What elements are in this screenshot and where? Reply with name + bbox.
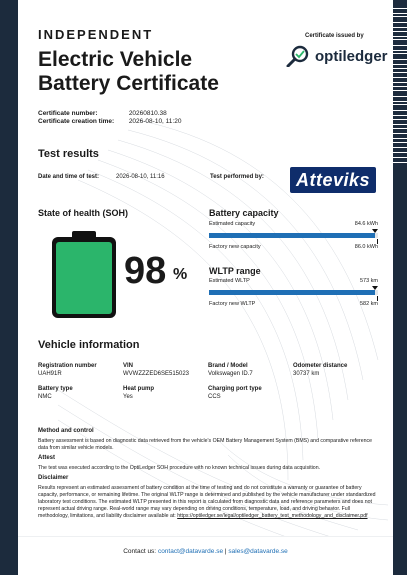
certificate-number-row: [38, 110, 167, 117]
factory-capacity-row: [209, 244, 378, 253]
title-line-2: Battery Certificate: [38, 72, 219, 95]
estimated-wltp-value: 573 km: [359, 278, 378, 284]
registration-number-label: Registration number: [38, 363, 97, 369]
battery-capacity-bar-block: [209, 221, 378, 253]
performed-by-label: Test performed by:: [210, 174, 264, 180]
vin-label: VIN: [123, 363, 134, 369]
creation-time-label: Certificate creation time:: [38, 118, 115, 125]
battery-icon: [52, 231, 116, 318]
left-navy-strip: [0, 0, 18, 575]
page-title: [38, 48, 268, 96]
barcode-strip: [393, 0, 407, 170]
capacity-marker: [372, 229, 378, 233]
odometer-label: Odometer distance: [293, 363, 348, 369]
charging-port-label: Charging port type: [208, 386, 262, 392]
method-text: Battery assessment is based on diagnostic data retrieved from the vehicle's OEM Battery Management System (BMS) and comparative reference data from similar vehicle models.: [38, 438, 373, 451]
disclaimer-text: Results represent an estimated assessment of battery condition at the time of testing and do not constitute a warranty or guarantee of battery capacity, performance, or remaining lifetime. The original WLTP range is determined and published by the vehicle manufacturer under standardized laboratory test conditions. The estimated WLTP presented in this report is calculated from diagnostic data and reference parameters and does not represent actual driving range. Real-world range may vary depending on driving conditions, temperature, load, and driving behavior. Full methodology, limitations, and liability disclaimer available at:: [38, 485, 376, 519]
heat-pump-label: Heat pump: [123, 386, 155, 392]
certificate-number-label: Certificate number:: [38, 110, 98, 117]
charging-port-value: CCS: [208, 394, 221, 400]
battery-fill-level: [56, 242, 112, 314]
test-date-label: Date and time of test:: [38, 174, 100, 180]
attest-text: The test was executed according to the OptiLedger SOH procedure with no known technical issues during data acquisition.: [38, 465, 321, 471]
vehicle-field: [208, 386, 293, 400]
optiledger-magnifier-icon: [286, 45, 312, 67]
footer-separator: |: [224, 548, 227, 555]
estimated-capacity-row: [209, 221, 378, 230]
vehicle-info-heading: Vehicle information: [38, 339, 140, 351]
estimated-wltp-label: Estimated WLTP: [209, 278, 250, 284]
atteviks-logo: Atteviks: [290, 167, 376, 193]
registration-number-value: UAH91R: [38, 371, 62, 377]
test-results-heading: Test results: [38, 148, 99, 160]
sales-email-link[interactable]: sales@datavarde.se: [228, 548, 288, 555]
brand-model-value: Volkswagen ID.7: [208, 371, 253, 377]
soh-value: 98: [124, 250, 167, 292]
wltp-fill: [209, 290, 375, 295]
battery-capacity-heading: Battery capacity: [209, 208, 279, 218]
vehicle-field: [38, 386, 123, 400]
brand-model-label: Brand / Model: [208, 363, 248, 369]
wltp-bar-block: [209, 278, 378, 310]
factory-wltp-label: Factory new WLTP: [209, 301, 256, 307]
wltp-track: [209, 290, 378, 295]
attest-heading: Attest: [38, 455, 56, 461]
battery-body: [52, 237, 116, 318]
odometer-value: 30737 km: [293, 371, 320, 377]
vehicle-field: [123, 386, 208, 400]
header-kicker: INDEPENDENT: [38, 27, 154, 42]
battery-type-label: Battery type: [38, 386, 73, 392]
footer: [18, 536, 393, 575]
soh-unit: %: [173, 266, 188, 283]
factory-wltp-row: [209, 301, 378, 310]
creation-time-row: [38, 118, 181, 125]
test-date-value: 2026-08-10, 11:16: [116, 174, 165, 180]
creation-time-value: 2026-08-10, 11:20: [128, 118, 182, 125]
estimated-capacity-label: Estimated capacity: [209, 221, 256, 227]
disclaimer-link[interactable]: https://optiledger.se/legal/optiledger_battery_test_methodology_and_disclaimer.pdf: [177, 513, 368, 519]
title-line-1: Electric Vehicle: [38, 48, 193, 71]
wltp-heading: WLTP range: [209, 266, 261, 276]
vehicle-field: [38, 363, 123, 377]
vehicle-field: [293, 363, 368, 377]
soh-heading: State of health (SOH): [38, 208, 129, 218]
attest-section: [38, 455, 378, 472]
estimated-capacity-value: 84.6 kWh: [354, 221, 378, 227]
disclaimer-section: [38, 475, 378, 520]
footer-prefix: Contact us:: [123, 548, 157, 555]
vehicle-info-grid: [38, 363, 368, 400]
optiledger-logo-text: optiledger: [315, 47, 388, 65]
disclaimer-heading: Disclaimer: [38, 475, 69, 481]
optiledger-logo: [286, 45, 388, 67]
estimated-wltp-row: [209, 278, 378, 287]
capacity-track: [209, 233, 378, 238]
vehicle-field: [123, 363, 208, 377]
contact-email-link[interactable]: contact@datavarde.se: [157, 548, 224, 555]
heat-pump-value: Yes: [123, 394, 133, 400]
wltp-marker: [372, 286, 378, 290]
vin-value: WVWZZZED6SE515023: [123, 371, 190, 377]
method-section: [38, 428, 378, 452]
factory-capacity-label: Factory new capacity: [209, 244, 261, 250]
issuer-label: Certificate issued by: [305, 33, 364, 39]
battery-type-value: NMC: [38, 394, 52, 400]
certificate-number-value: 20260810.38: [128, 110, 167, 117]
capacity-fill: [209, 233, 375, 238]
factory-capacity-value: 86.0 kWh: [354, 244, 378, 250]
method-heading: Method and control: [38, 428, 94, 434]
vehicle-field: [208, 363, 293, 377]
right-navy-strip: [393, 170, 407, 575]
factory-wltp-value: 582 km: [359, 301, 378, 307]
